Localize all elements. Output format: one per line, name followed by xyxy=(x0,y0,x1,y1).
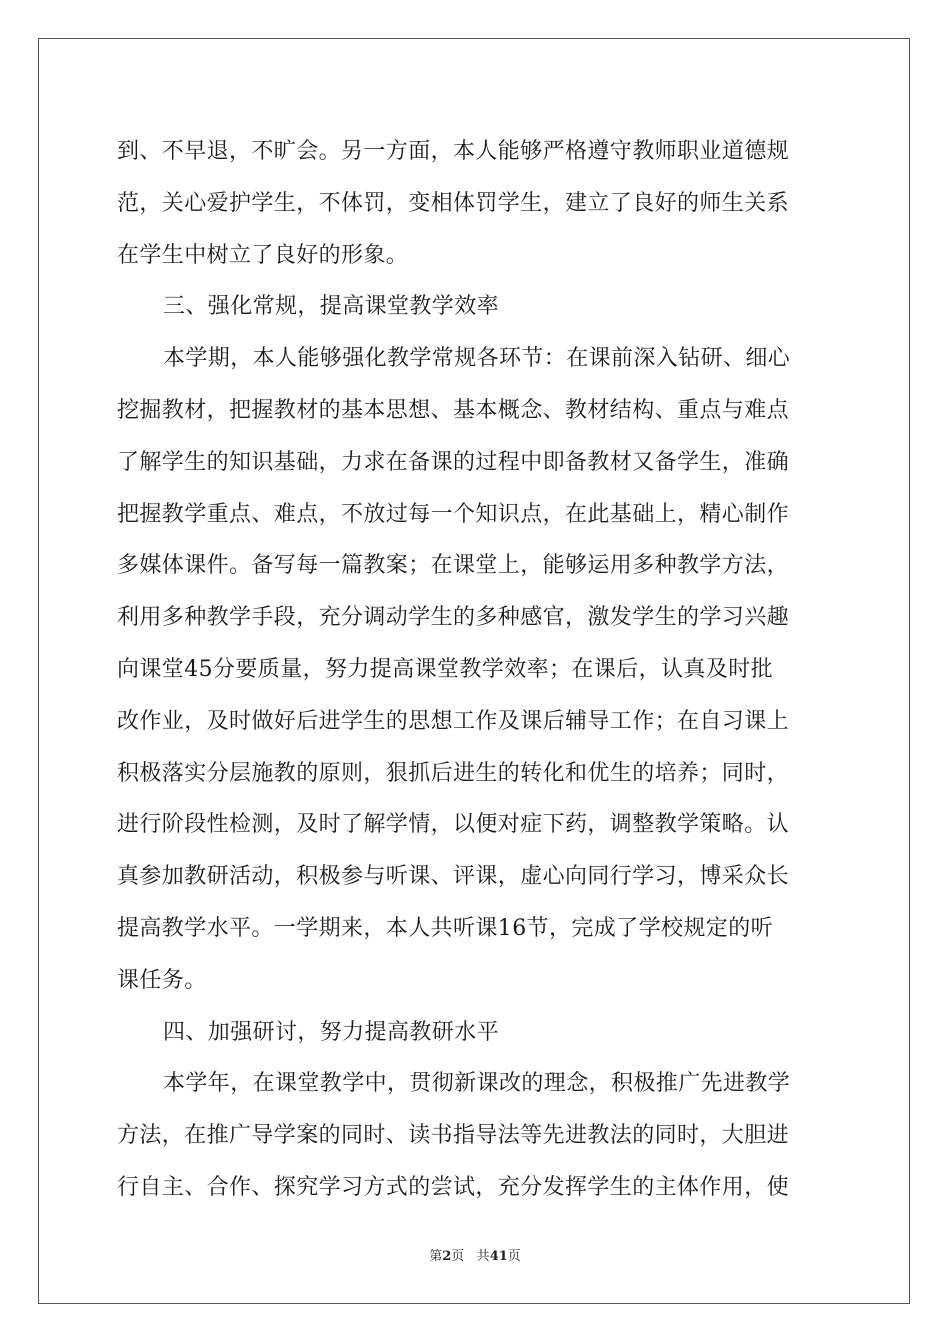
document-body xyxy=(117,126,833,1214)
paragraph-line: 把握教学重点、难点，不放过每一个知识点，在此基础上，精心制作 xyxy=(117,501,790,527)
footer-total-pages: 41 xyxy=(489,1249,508,1264)
page-footer xyxy=(0,1245,950,1264)
paragraph-line: 了解学生的知识基础，力求在备课的过程中即备教材又备学生，准确 xyxy=(117,449,790,475)
paragraph-line: 挖掘教材，把握教材的基本思想、基本概念、教材结构、重点与难点 xyxy=(117,397,790,423)
paragraph-line: 三、强化常规，提高课堂教学效率 xyxy=(163,294,500,320)
footer-page-number: 2 xyxy=(442,1249,452,1264)
paragraph-line: 方法，在推广导学案的同时、读书指导法等先进教法的同时，大胆进 xyxy=(117,1123,790,1149)
paragraph-line: 本学期，本人能够强化教学常规各环节：在课前深入钻研、细心 xyxy=(163,346,791,372)
paragraph-line: 提高教学水平。一学期来，本人共听课16节，完成了学校规定的听 xyxy=(117,915,773,941)
paragraph-line: 向课堂45分要质量，努力提高课堂教学效率；在课后，认真及时批 xyxy=(117,656,773,682)
footer-page-suffix: 页 xyxy=(451,1249,465,1264)
paragraph-line: 行自主、合作、探究学习方式的尝试，充分发挥学生的主体作用，使 xyxy=(117,1174,790,1200)
paragraph-line: 真参加教研活动，积极参与听课、评课，虚心向同行学习，博采众长 xyxy=(117,864,790,890)
paragraph-line: 到、不早退，不旷会。另一方面，本人能够严格遵守教师职业道德规 xyxy=(117,139,790,164)
paragraph-line: 积极落实分层施教的原则，狠抓后进生的转化和优生的培养；同时， xyxy=(117,760,790,786)
footer-total-prefix: 共 xyxy=(476,1249,490,1264)
footer-total-suffix: 页 xyxy=(507,1249,521,1264)
paragraph-line: 改作业，及时做好后进学生的思想工作及课后辅导工作；在自习课上 xyxy=(117,708,790,734)
paragraph-line: 范，关心爱护学生，不体罚，变相体罚学生，建立了良好的师生关系 xyxy=(117,190,790,216)
paragraph-line: 在学生中树立了良好的形象。 xyxy=(117,242,409,268)
footer-page-prefix: 第 xyxy=(429,1249,443,1264)
paragraph-line: 多媒体课件。备写每一篇教案；在课堂上，能够运用多种教学方法， xyxy=(117,553,790,579)
paragraph-line: 四、加强研讨，努力提高教研水平 xyxy=(163,1019,500,1045)
paragraph-line: 利用多种教学手段，充分调动学生的多种感官，激发学生的学习兴趣 xyxy=(117,605,790,631)
paragraph-line: 本学年，在课堂教学中，贯彻新课改的理念，积极推广先进教学 xyxy=(163,1071,791,1097)
paragraph-line: 课任务。 xyxy=(117,967,207,993)
paragraph-line: 进行阶段性检测，及时了解学情，以便对症下药，调整教学策略。认 xyxy=(117,812,790,838)
